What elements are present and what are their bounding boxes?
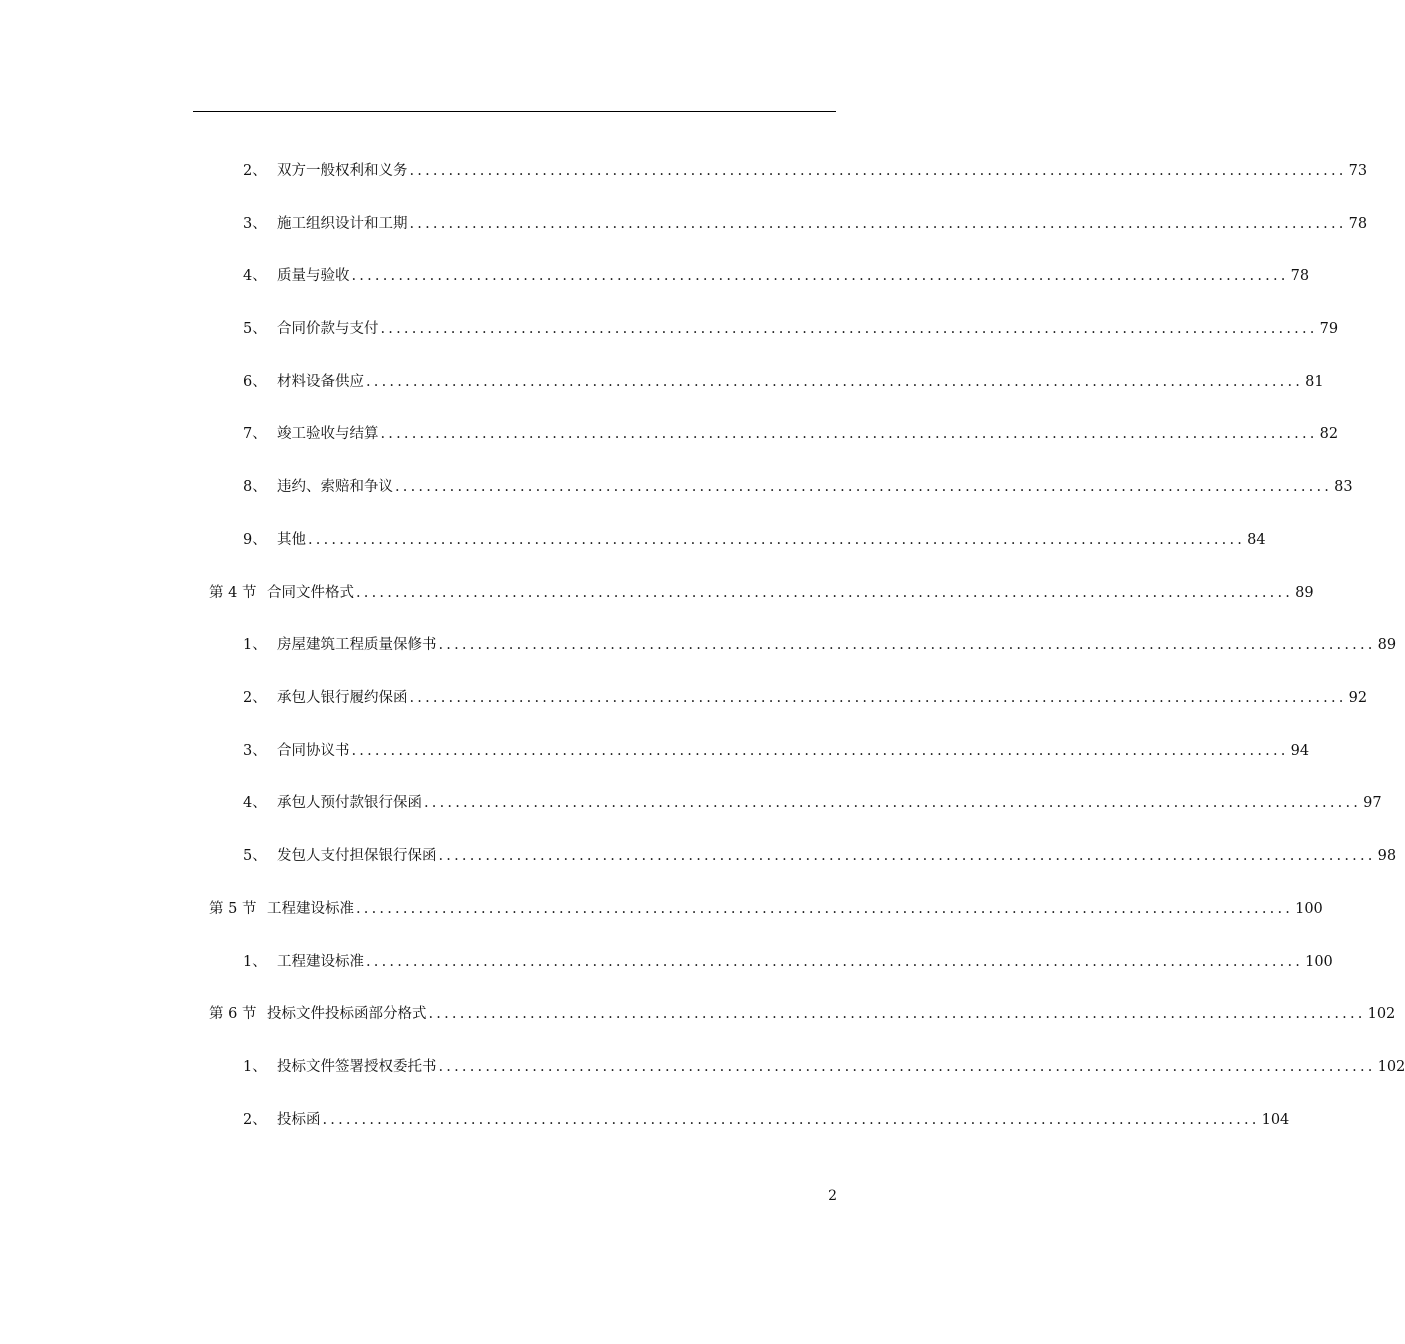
- toc-entry-page: 100: [1295, 901, 1323, 917]
- header-rule: [193, 111, 836, 112]
- toc-entry-number: 8、: [243, 479, 267, 495]
- toc-entry-page: 97: [1363, 795, 1382, 811]
- toc-entry-page: 92: [1348, 690, 1368, 706]
- toc-entry-title: 合同协议书: [277, 743, 350, 759]
- toc-entry-page: 89: [1295, 585, 1314, 601]
- toc-entry-title: 发包人支付担保银行保函: [277, 848, 437, 864]
- toc-entry-page: 73: [1348, 163, 1368, 179]
- toc-entry[interactable]: [243, 371, 1324, 393]
- toc-entry[interactable]: [243, 160, 1368, 182]
- toc-section-entry[interactable]: [209, 1003, 1396, 1025]
- toc-section-number: 第 4 节: [209, 585, 257, 601]
- toc-entry[interactable]: [243, 687, 1368, 709]
- toc-entry-number: 4、: [243, 268, 267, 284]
- toc-entry-title: 承包人预付款银行保函: [277, 795, 422, 811]
- toc-entry-number: 3、: [243, 216, 267, 232]
- toc-entry-title: 承包人银行履约保函: [277, 690, 408, 706]
- toc-entry[interactable]: [243, 423, 1339, 445]
- toc-entry-page: 98: [1377, 848, 1397, 864]
- toc-entry-title: 房屋建筑工程质量保修书: [277, 637, 437, 653]
- toc-entry-number: 6、: [243, 374, 267, 390]
- toc-section-title: 工程建设标准: [267, 901, 354, 917]
- toc-entry[interactable]: [243, 318, 1339, 340]
- toc-entry-page: 83: [1334, 479, 1353, 495]
- toc-entry[interactable]: [243, 265, 1310, 287]
- toc-entry-title: 其他: [277, 532, 306, 548]
- toc-entry-title: 投标文件签署授权委托书: [277, 1059, 437, 1075]
- toc-entry-title: 施工组织设计和工期: [277, 216, 408, 232]
- toc-entry-title: 质量与验收: [277, 268, 350, 284]
- toc-entry-number: 1、: [243, 954, 267, 970]
- toc-entry-page: 94: [1290, 743, 1310, 759]
- toc-section-entry[interactable]: [209, 898, 1323, 920]
- toc-entry-title: 投标函: [277, 1112, 321, 1128]
- toc-entry-title: 竣工验收与结算: [277, 426, 379, 442]
- toc-entry[interactable]: [243, 740, 1310, 762]
- toc-entry-title: 双方一般权利和义务: [277, 163, 408, 179]
- toc-entry-title: 合同价款与支付: [277, 321, 379, 337]
- dot-leader: ........................................................................................................................: [438, 637, 1376, 653]
- toc-entry-page: 78: [1290, 268, 1310, 284]
- dot-leader: ........................................................................................................................: [356, 901, 1294, 917]
- dot-leader: ........................................................................................................................: [438, 848, 1376, 864]
- toc-entry-number: 2、: [243, 690, 267, 706]
- dot-leader: ........................................................................................................................: [351, 743, 1289, 759]
- toc-entry-number: 1、: [243, 637, 267, 653]
- toc-entry-page: 100: [1305, 954, 1333, 970]
- dot-leader: ........................................................................................................................: [438, 1059, 1376, 1075]
- toc-entry-page: 104: [1261, 1112, 1290, 1128]
- toc-section-number: 第 6 节: [209, 1006, 257, 1022]
- toc-entry[interactable]: [243, 634, 1397, 656]
- toc-entry-title: 材料设备供应: [277, 374, 364, 390]
- toc-entry-number: 5、: [243, 848, 267, 864]
- toc-entry-title: 工程建设标准: [277, 954, 364, 970]
- toc-entry-number: 4、: [243, 795, 267, 811]
- toc-entry[interactable]: [243, 1109, 1290, 1131]
- toc-entry-page: 81: [1305, 374, 1324, 390]
- toc-entry-page: 102: [1377, 1059, 1405, 1075]
- toc-entry-number: 3、: [243, 743, 267, 759]
- toc-section-entry[interactable]: [209, 582, 1314, 604]
- page-number: 2: [828, 1188, 837, 1204]
- toc-section-title: 合同文件格式: [267, 585, 354, 601]
- dot-leader: ........................................................................................................................: [322, 1112, 1260, 1128]
- toc-entry-page: 84: [1247, 532, 1266, 548]
- toc-entry[interactable]: [243, 1056, 1405, 1078]
- toc-entry-page: 102: [1367, 1006, 1396, 1022]
- dot-leader: ........................................................................................................................: [395, 479, 1333, 495]
- toc-entry-page: 79: [1319, 321, 1339, 337]
- toc-entry-number: 2、: [243, 1112, 267, 1128]
- toc-entry-page: 89: [1377, 637, 1397, 653]
- toc-entry-page: 82: [1319, 426, 1339, 442]
- dot-leader: ........................................................................................................................: [366, 954, 1304, 970]
- toc-entry-number: 2、: [243, 163, 267, 179]
- toc-entry-number: 9、: [243, 532, 267, 548]
- dot-leader: ........................................................................................................................: [409, 216, 1347, 232]
- toc-entry-title: 违约、索赔和争议: [277, 479, 393, 495]
- dot-leader: ........................................................................................................................: [366, 374, 1304, 390]
- dot-leader: ........................................................................................................................: [409, 690, 1347, 706]
- dot-leader: ........................................................................................................................: [424, 795, 1362, 811]
- dot-leader: ........................................................................................................................: [356, 585, 1294, 601]
- toc-entry-number: 5、: [243, 321, 267, 337]
- dot-leader: ........................................................................................................................: [409, 163, 1347, 179]
- toc-entry[interactable]: [243, 476, 1353, 498]
- toc-entry[interactable]: [243, 792, 1382, 814]
- toc-entry-page: 78: [1348, 216, 1368, 232]
- toc-entry[interactable]: [243, 213, 1368, 235]
- toc-section-title: 投标文件投标函部分格式: [267, 1006, 427, 1022]
- toc-entry[interactable]: [243, 529, 1266, 551]
- toc-section-number: 第 5 节: [209, 901, 257, 917]
- dot-leader: ........................................................................................................................: [428, 1006, 1366, 1022]
- dot-leader: ........................................................................................................................: [380, 321, 1318, 337]
- toc-entry[interactable]: [243, 951, 1333, 973]
- dot-leader: ........................................................................................................................: [308, 532, 1246, 548]
- dot-leader: ........................................................................................................................: [380, 426, 1318, 442]
- dot-leader: ........................................................................................................................: [351, 268, 1289, 284]
- toc-entry-number: 7、: [243, 426, 267, 442]
- toc-entry[interactable]: [243, 845, 1397, 867]
- toc-entry-number: 1、: [243, 1059, 267, 1075]
